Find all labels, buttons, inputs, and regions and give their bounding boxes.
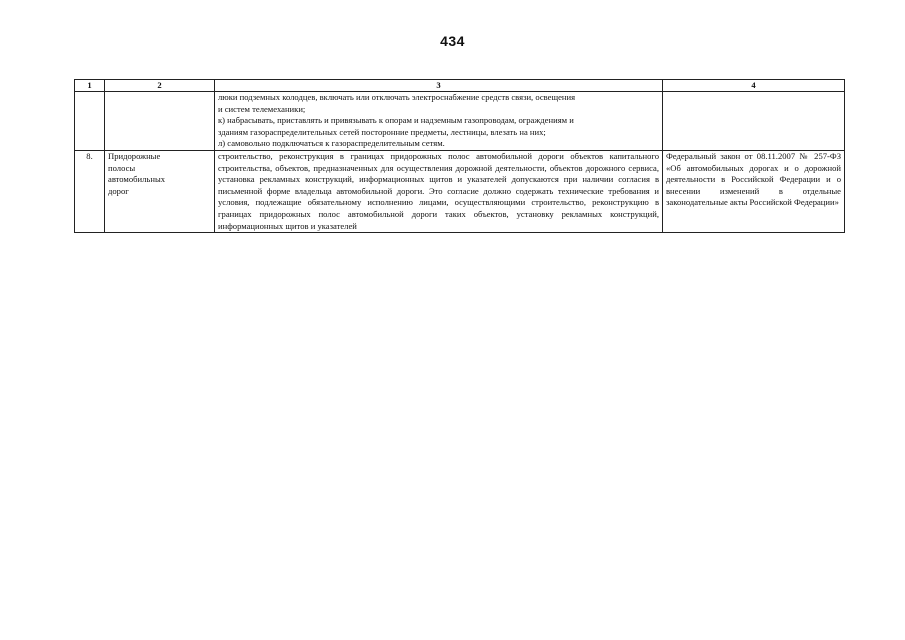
restriction-text-line: и систем телемеханики; [218,103,306,114]
restriction-text-line: люки подземных колодцев, включать или отключать электроснабжение средств связи, освещения [218,92,576,102]
restriction-text-cell: строительство, реконструкция в границах придорожных полос автомобильной дороги объектов капитального строительства, объектов, предназначенных для осуществления дорожной деятельности, объектов дорожного сервиса, установка рекламных конструкций, информационных щитов и указателей допускаются при наличии согласия в письменной форме владельца автомобильной дороги. Это согласие должно содержать технические требования и условия, подлежащие обязательному исполнению лицами, осуществляющими строительство, реконструкцию в границах придорожных полос автомобильной дороги таких объектов, установку рекламных конструкций, информационных щитов и указателей [215,150,663,232]
column-header-3: 3 [215,80,663,92]
row-number-cell: 8. [75,150,105,232]
law-reference-cell: Федеральный закон от 08.11.2007 № 257-ФЗ «Об автомобильных дорогах и о дорожной деятельности в Российской Федерации и о внесении изменений в отдельные законодательные акты Российской Федерации» [663,150,845,232]
restriction-text-line: л) самовольно подключаться к газораспределительным сетям. [218,138,445,149]
page-number: 434 [440,33,465,49]
law-reference-cell [663,92,845,151]
zone-name-cell [105,150,215,232]
zone-name-line: дорог [108,185,129,196]
zone-name-line: автомобильных [108,174,166,185]
column-header-1: 1 [75,80,105,92]
zone-name-line: полосы [108,162,136,173]
column-header-4: 4 [663,80,845,92]
column-header-2: 2 [105,80,215,92]
zone-name-cell [105,92,215,151]
row-number-cell [75,92,105,151]
zone-name-line: Придорожные [108,150,161,161]
table-row [75,150,845,232]
regulation-table [74,79,845,233]
restriction-text-cell [215,92,663,151]
restriction-text-line: к) набрасывать, приставлять и привязывать к опорам и надземным газопроводам, ограждениям и [218,115,574,126]
restriction-text-line: зданиям газораспределительных сетей посторонние предметы, лестницы, влезать на них; [218,126,546,137]
table-header-row [75,80,845,92]
table-row [75,92,845,151]
